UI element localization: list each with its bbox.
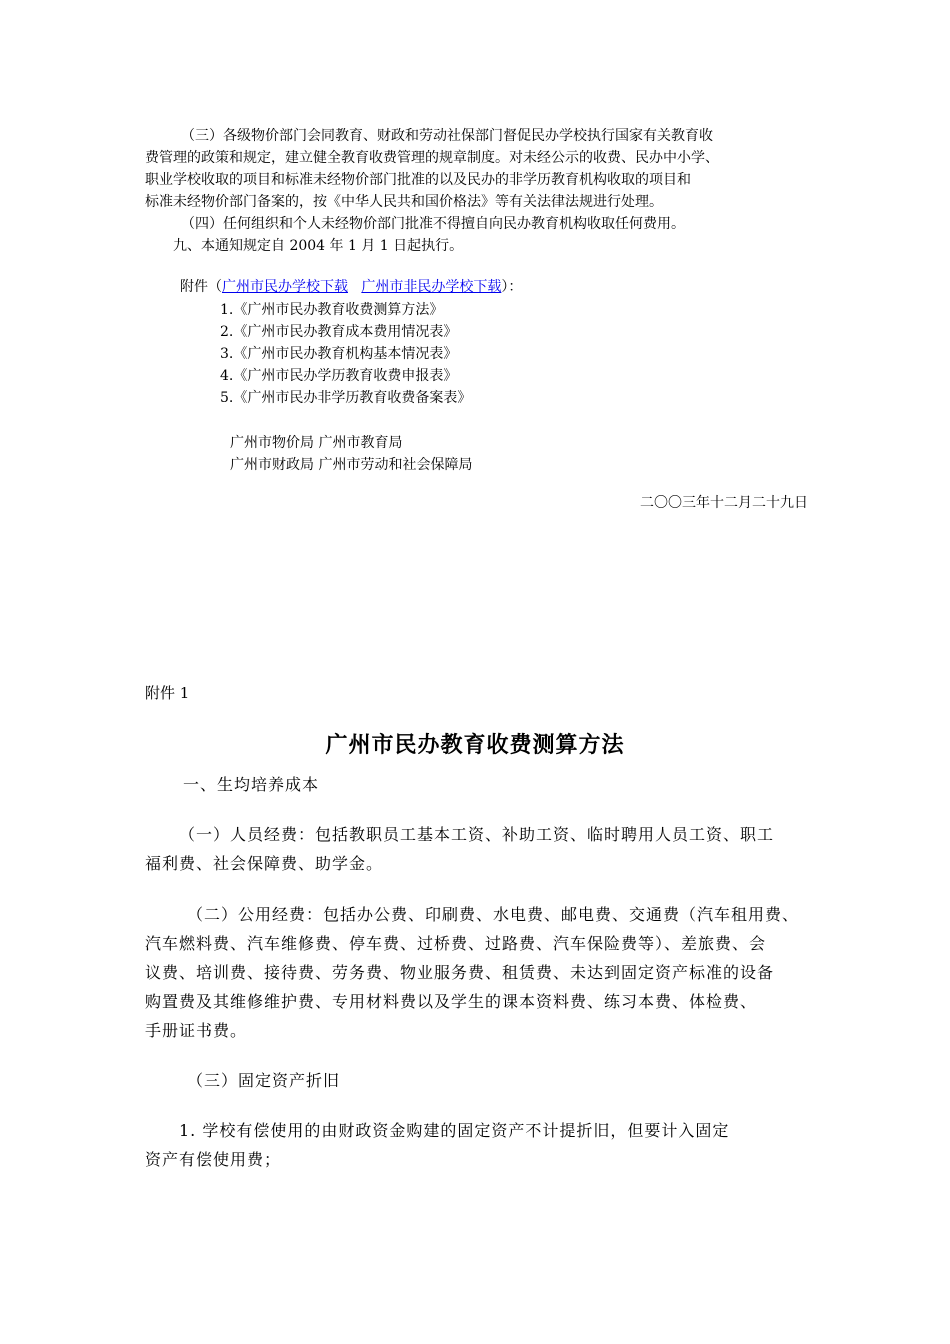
heading-line: （三）固定资产折旧 [187, 1071, 341, 1090]
section-9-line: 九、本通知规定自 2004 年 1 月 1 日起执行。 [173, 238, 464, 254]
paragraph-line: （二）公用经费：包括办公费、印刷费、水电费、邮电费、交通费（汽车租用费、 [187, 905, 800, 924]
attachments-suffix: ）： [501, 279, 523, 295]
heading-depreciation [145, 1066, 815, 1095]
paragraph-line: 购置费及其维修维护费、专用材料费以及学生的课本资料费、练习本费、体检费、 [145, 992, 758, 1011]
issue-date: 二〇〇三年十二月二十九日 [640, 495, 808, 511]
paragraph-line: 汽车燃料费、汽车维修费、停车费、过桥费、过路费、汽车保险费等）、差旅费、会 [145, 934, 767, 953]
section-3-paragraph [145, 125, 810, 213]
issuing-agencies [230, 432, 472, 476]
public-expense-paragraph [145, 900, 815, 1045]
issuer-line: 广州市物价局 广州市教育局 [230, 435, 403, 451]
heading-line: 一、生均培养成本 [183, 775, 320, 794]
download-link-private-school[interactable]: 广州市民办学校下载 [222, 279, 348, 295]
section-3-line: 费管理的政策和规定，建立健全教育收费管理的规章制度。对未经公示的收费、民办中小学、 [145, 150, 719, 166]
section-4-paragraph [145, 213, 810, 235]
heading-unit-cost [145, 770, 815, 799]
attachment-item: 5.《广州市民办非学历教育收费备案表》 [220, 390, 472, 406]
paragraph-line: 福利费、社会保障费、助学金。 [145, 854, 384, 873]
section-3-line: 标准未经物价部门备案的，按《中华人民共和国价格法》等有关法律法规进行处理。 [145, 194, 663, 210]
annex-title: 广州市民办教育收费测算方法 [325, 733, 625, 758]
section-3-line: 职业学校收取的项目和标准未经物价部门批准的以及民办的非学历教育机构收取的项目和 [145, 172, 691, 188]
paragraph-line: 手册证书费。 [145, 1021, 248, 1040]
depreciation-item-1 [145, 1116, 815, 1174]
download-link-non-private-school[interactable]: 广州市非民办学校下载 [361, 279, 502, 295]
attachment-item: 1.《广州市民办教育收费测算方法》 [220, 302, 444, 318]
attachments-line [180, 276, 522, 298]
issuer-line: 广州市财政局 广州市劳动和社会保障局 [230, 457, 473, 473]
section-9-paragraph [145, 235, 810, 257]
section-4-line: （四）任何组织和个人未经物价部门批准不得擅自向民办教育机构收取任何费用。 [181, 216, 685, 232]
paragraph-line: 议费、培训费、接待费、劳务费、物业服务费、租赁费、未达到固定资产标准的设备 [145, 963, 775, 982]
section-3-line: （三）各级物价部门会同教育、财政和劳动社保部门督促民办学校执行国家有关教育收 [181, 128, 713, 144]
attachment-item: 2.《广州市民办教育成本费用情况表》 [220, 324, 458, 340]
attachments-prefix: 附件（ [180, 279, 222, 295]
annex-label: 附件 1 [145, 684, 190, 702]
attachment-item: 3.《广州市民办教育机构基本情况表》 [220, 346, 458, 362]
personnel-expense-paragraph [145, 820, 815, 878]
attachment-item: 4.《广州市民办学历教育收费申报表》 [220, 368, 458, 384]
paragraph-line: 1. 学校有偿使用的由财政资金购建的固定资产不计提折旧，但要计入固定 [179, 1121, 730, 1140]
paragraph-line: （一）人员经费：包括教职员工基本工资、补助工资、临时聘用人员工资、职工 [179, 825, 775, 844]
paragraph-line: 资产有偿使用费； [145, 1150, 282, 1169]
attachment-list [220, 299, 471, 409]
